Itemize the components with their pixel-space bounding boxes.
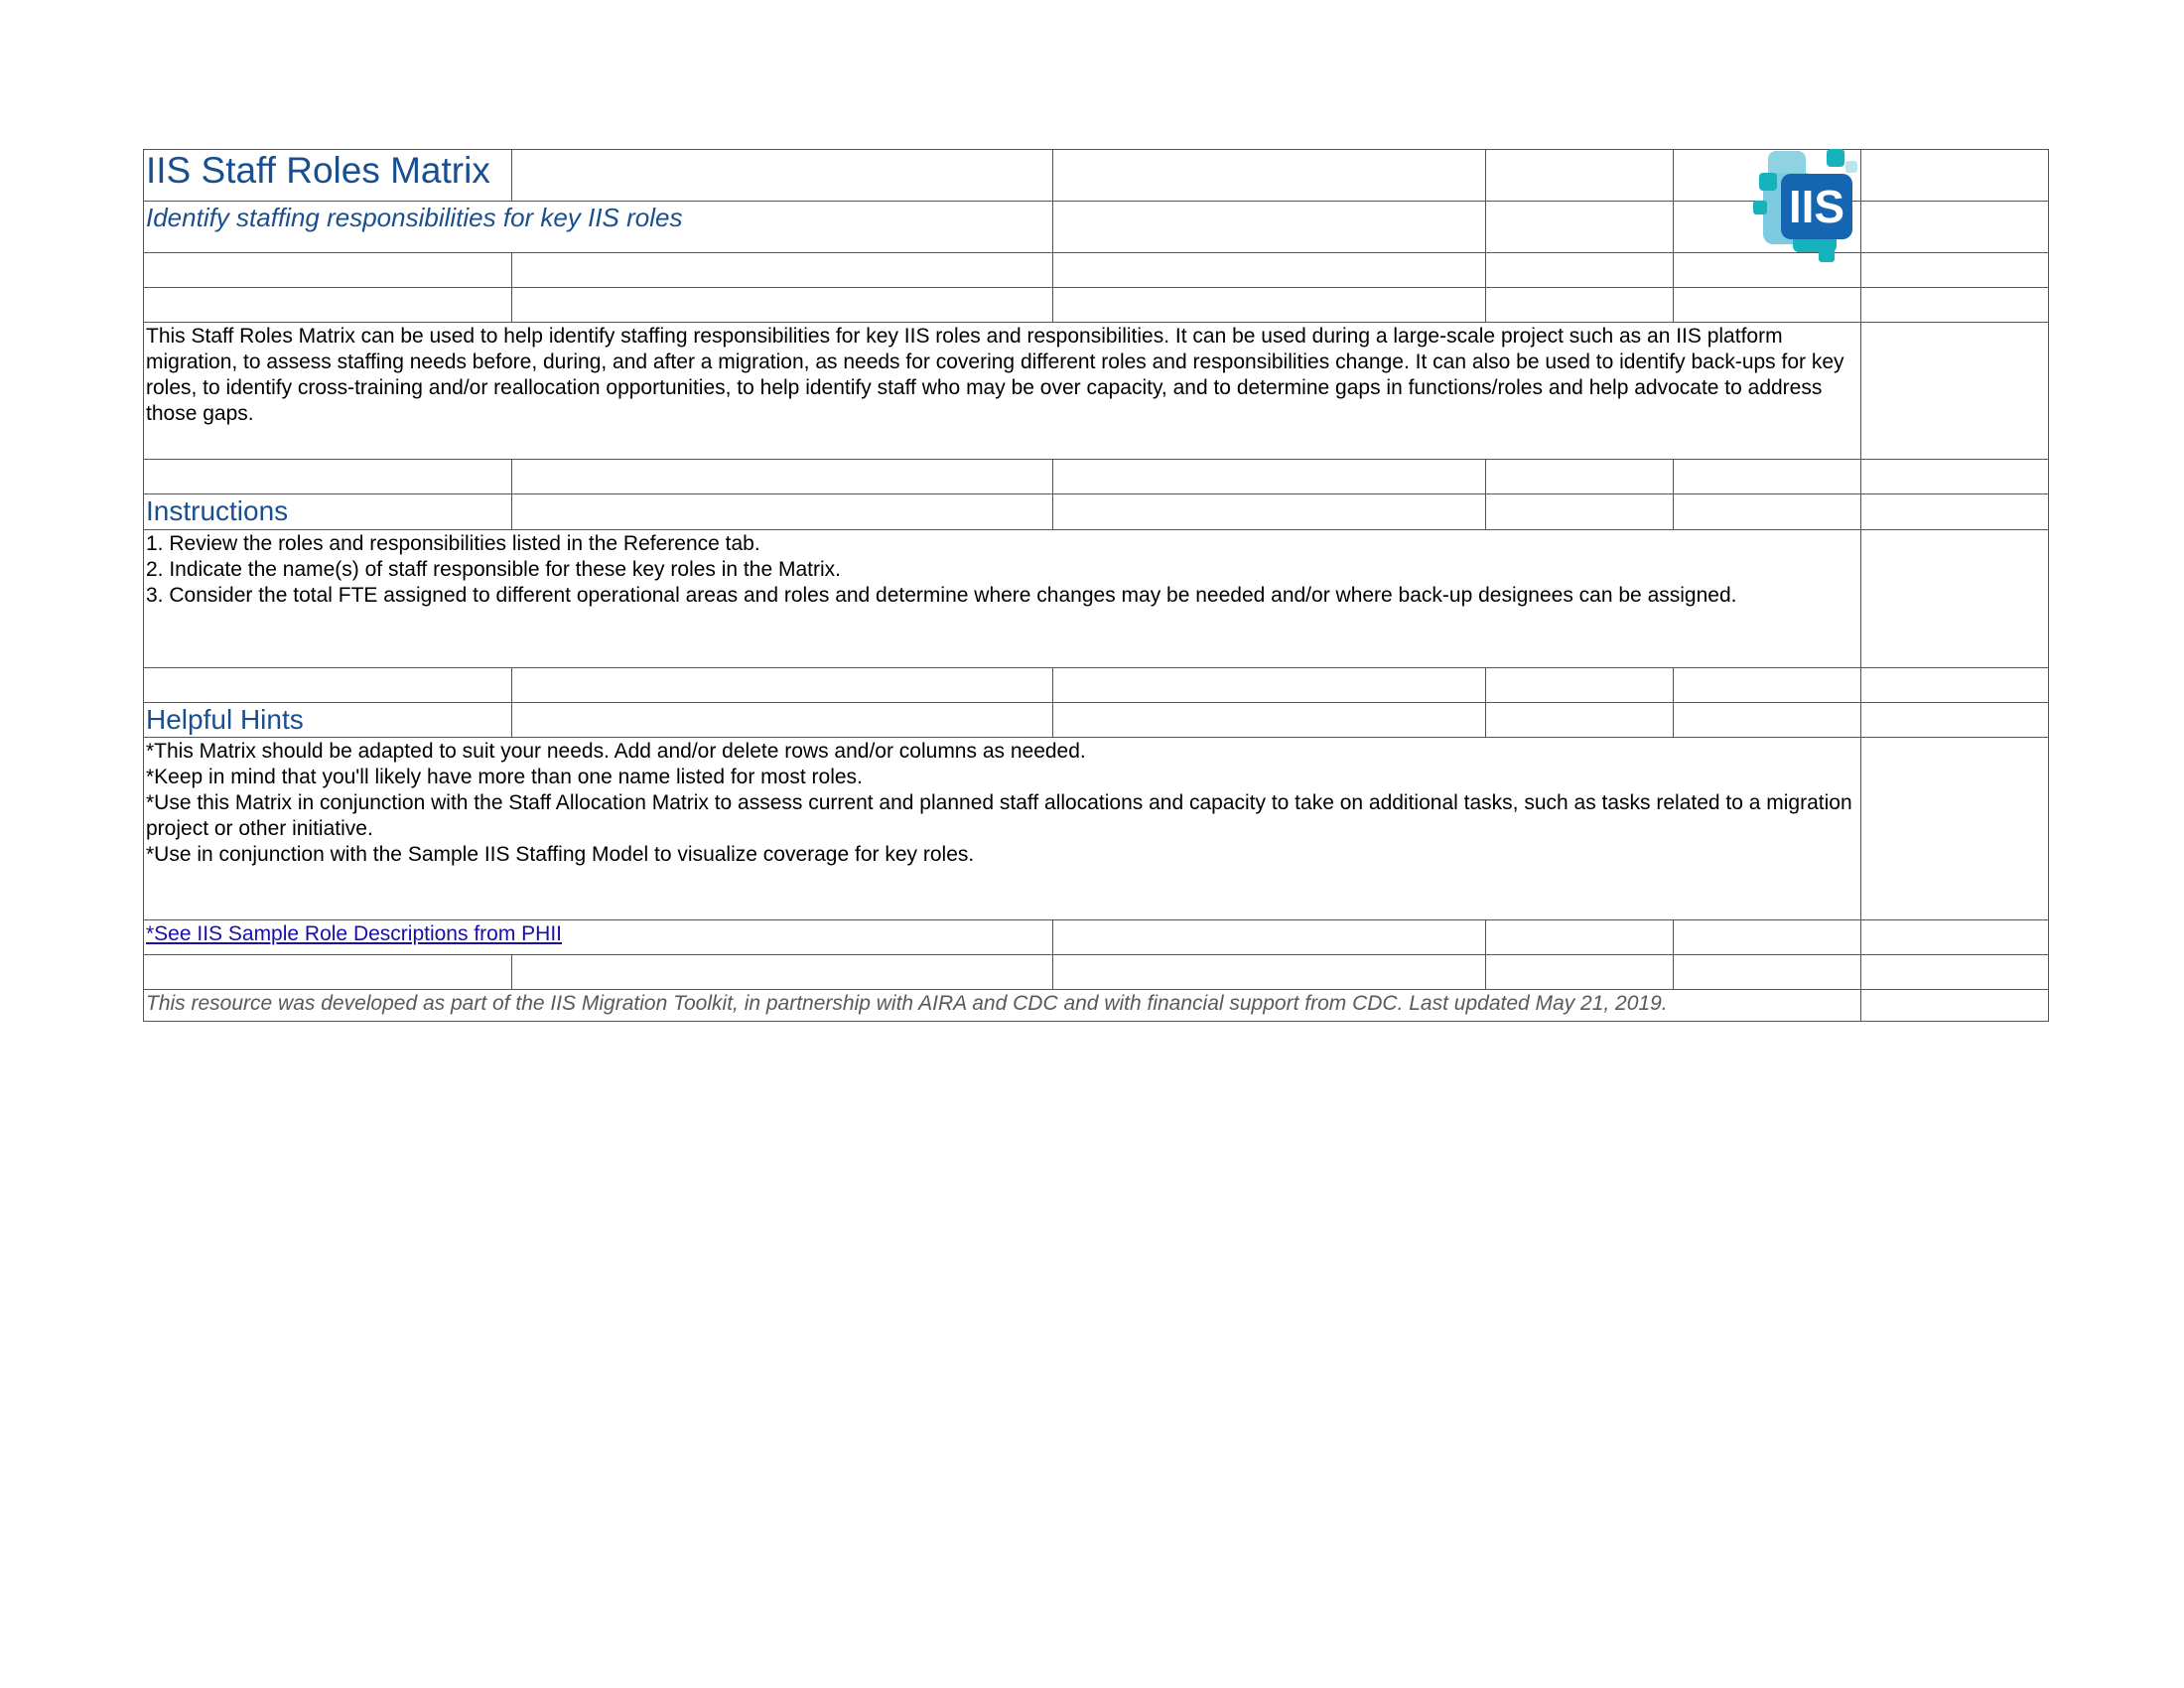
empty-cell[interactable] — [1486, 149, 1674, 202]
empty-cell[interactable] — [1861, 460, 2049, 494]
instruction-item: 1. Review the roles and responsibilities listed in the Reference tab. — [146, 532, 760, 555]
empty-cell[interactable] — [1486, 703, 1674, 738]
logo-square — [1759, 173, 1777, 191]
empty-cell[interactable] — [1053, 149, 1486, 202]
page-subtitle: Identify staffing responsibilities for key IIS roles — [143, 202, 1053, 253]
empty-cell[interactable] — [512, 703, 1053, 738]
hint-item: *Use this Matrix in conjunction with the Staff Allocation Matrix to assess current and planned staff allocations and capacity to take on additional tasks, such as tasks related to a migration project or other initiative. — [146, 791, 1852, 840]
link-cell — [143, 920, 1053, 955]
sheet-row — [143, 288, 2049, 323]
empty-cell[interactable] — [512, 460, 1053, 494]
logo-square — [1819, 246, 1835, 262]
empty-cell[interactable] — [1674, 460, 1861, 494]
empty-cell[interactable] — [1674, 703, 1861, 738]
sheet-row — [143, 323, 2049, 460]
sheet-row — [143, 955, 2049, 990]
empty-cell[interactable] — [1053, 460, 1486, 494]
empty-cell[interactable] — [1486, 202, 1674, 253]
empty-cell[interactable] — [143, 253, 512, 288]
empty-cell[interactable] — [143, 668, 512, 703]
empty-cell[interactable] — [1861, 738, 2049, 920]
empty-cell[interactable] — [1861, 990, 2049, 1022]
empty-cell[interactable] — [1674, 920, 1861, 955]
sheet-row — [143, 494, 2049, 530]
sheet-row — [143, 990, 2049, 1022]
hints-list — [143, 738, 1861, 920]
hint-item: *Keep in mind that you'll likely have more than one name listed for most roles. — [146, 766, 863, 788]
hint-item: *Use in conjunction with the Sample IIS Staffing Model to visualize coverage for key roles. — [146, 843, 975, 866]
empty-cell[interactable] — [1486, 920, 1674, 955]
empty-cell[interactable] — [1861, 323, 2049, 460]
logo-square — [1753, 201, 1767, 214]
empty-cell[interactable] — [1674, 494, 1861, 530]
empty-cell[interactable] — [1053, 494, 1486, 530]
sheet-row — [143, 703, 2049, 738]
empty-cell[interactable] — [512, 955, 1053, 990]
empty-cell[interactable] — [1674, 955, 1861, 990]
empty-cell[interactable] — [1486, 253, 1674, 288]
empty-cell[interactable] — [512, 494, 1053, 530]
empty-cell[interactable] — [1861, 253, 2049, 288]
instructions-heading: Instructions — [143, 494, 512, 530]
empty-cell[interactable] — [1053, 253, 1486, 288]
intro-paragraph: This Staff Roles Matrix can be used to help identify staffing responsibilities for key IIS roles and responsibilities. It can be used during a large-scale project such as an IIS platform migration, to assess staffing needs before, during, and after a migration, as needs for covering different roles and responsibilities change. It can also be used to identify back-ups for key roles, to identify cross-training and/or reallocation opportunities, to help identify staff who may be over capacity, and to determine gaps in functions/roles and help advocate to address those gaps. — [143, 323, 1861, 460]
instruction-item: 3. Consider the total FTE assigned to different operational areas and roles and determine where changes may be needed and/or where back-up designees can be assigned. — [146, 584, 1737, 607]
staff-roles-sheet — [143, 149, 2049, 1022]
empty-cell[interactable] — [143, 288, 512, 323]
empty-cell[interactable] — [143, 460, 512, 494]
logo-text: IIS — [1788, 181, 1845, 232]
empty-cell[interactable] — [1674, 288, 1861, 323]
empty-cell[interactable] — [512, 253, 1053, 288]
empty-cell[interactable] — [1861, 202, 2049, 253]
instruction-item: 2. Indicate the name(s) of staff responsible for these key roles in the Matrix. — [146, 558, 841, 581]
empty-cell[interactable] — [1053, 955, 1486, 990]
iis-logo-graphic — [1753, 149, 1858, 264]
empty-cell[interactable] — [1861, 703, 2049, 738]
empty-cell[interactable] — [1861, 494, 2049, 530]
empty-cell[interactable] — [1861, 288, 2049, 323]
sheet-row — [143, 530, 2049, 668]
empty-cell[interactable] — [1861, 668, 2049, 703]
empty-cell[interactable] — [512, 149, 1053, 202]
hints-heading: Helpful Hints — [143, 703, 512, 738]
logo-square — [1845, 161, 1857, 173]
sheet-row — [143, 460, 2049, 494]
empty-cell[interactable] — [1486, 955, 1674, 990]
logo-square — [1827, 149, 1844, 167]
empty-cell[interactable] — [512, 668, 1053, 703]
empty-cell[interactable] — [1053, 202, 1486, 253]
sheet-row — [143, 920, 2049, 955]
iis-logo — [1753, 149, 1858, 264]
empty-cell[interactable] — [1053, 920, 1486, 955]
empty-cell[interactable] — [1053, 288, 1486, 323]
instructions-list — [143, 530, 1861, 668]
empty-cell[interactable] — [1053, 668, 1486, 703]
empty-cell[interactable] — [1674, 668, 1861, 703]
empty-cell[interactable] — [143, 955, 512, 990]
sheet-row — [143, 668, 2049, 703]
empty-cell[interactable] — [1486, 460, 1674, 494]
empty-cell[interactable] — [1486, 494, 1674, 530]
empty-cell[interactable] — [1861, 149, 2049, 202]
empty-cell[interactable] — [1861, 530, 2049, 668]
empty-cell[interactable] — [1486, 668, 1674, 703]
empty-cell[interactable] — [1861, 955, 2049, 990]
role-descriptions-link[interactable]: *See IIS Sample Role Descriptions from PHII — [146, 922, 562, 945]
empty-cell[interactable] — [1053, 703, 1486, 738]
hint-item: *This Matrix should be adapted to suit your needs. Add and/or delete rows and/or columns as needed. — [146, 740, 1086, 763]
empty-cell[interactable] — [1486, 288, 1674, 323]
page-title: IIS Staff Roles Matrix — [143, 149, 512, 202]
empty-cell[interactable] — [1861, 920, 2049, 955]
sheet-row — [143, 738, 2049, 920]
empty-cell[interactable] — [512, 288, 1053, 323]
footer-note: This resource was developed as part of the IIS Migration Toolkit, in partnership with AIRA and CDC and with financial support from CDC. Last updated May 21, 2019. — [143, 990, 1861, 1022]
